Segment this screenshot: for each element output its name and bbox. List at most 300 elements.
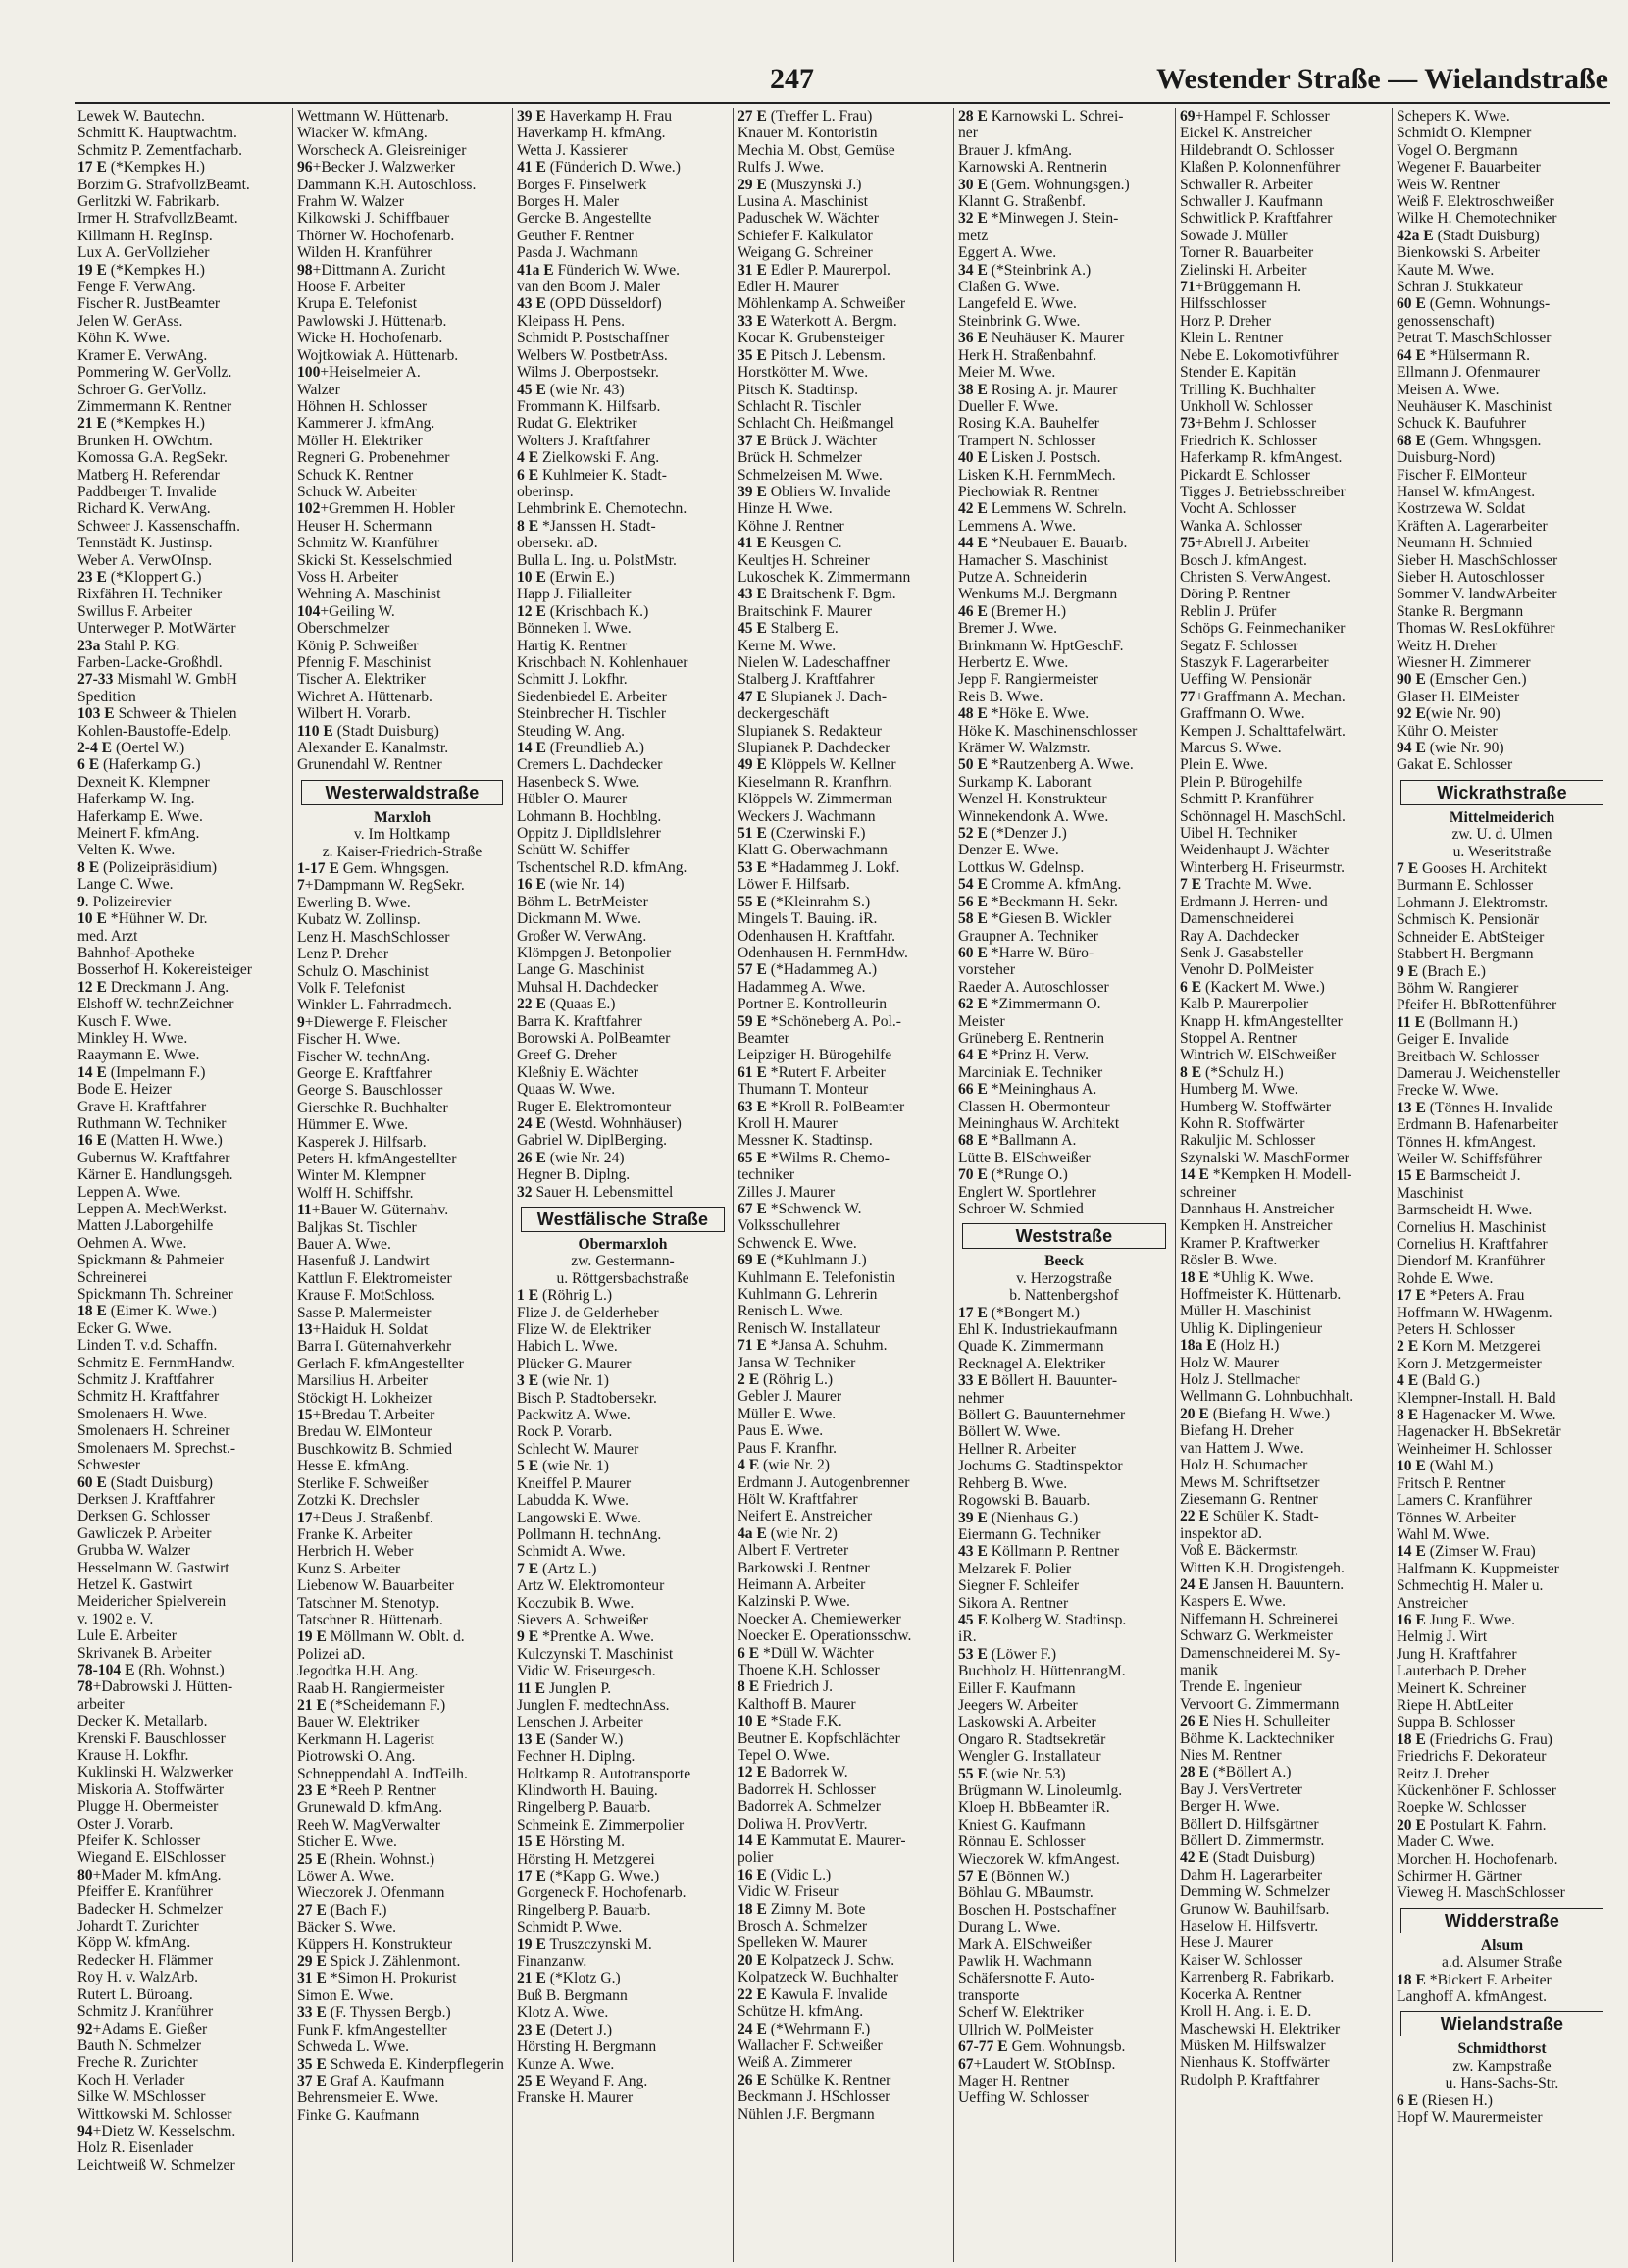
entry-text: *Uhlig K. Wwe.: [1208, 1268, 1314, 1286]
directory-entry: Hilfsschlosser: [1180, 295, 1267, 313]
directory-entry: Kerkmann H. Lagerist: [297, 1730, 434, 1748]
directory-entry: Paduschek W. Wächter: [738, 210, 879, 228]
directory-entry: Humberg M. Wwe.: [1180, 1081, 1298, 1099]
house-number: 48 E: [958, 705, 988, 723]
directory-entry: Döring P. Rentner: [1180, 586, 1291, 603]
directory-entry: Buß B. Bergmann: [517, 1986, 628, 2004]
house-number: 15 E: [517, 1833, 546, 1851]
directory-entry: [77, 1303, 288, 1319]
directory-entry: Schuck K. Baufuhrer: [1397, 415, 1527, 433]
directory-entry: Lottkus W. Gdelnsp.: [958, 858, 1085, 876]
house-number: 14 E: [517, 740, 546, 757]
house-number: 10 E: [1397, 1458, 1426, 1475]
house-number: 70 E: [958, 1166, 988, 1184]
directory-entry: Koczubik B. Wwe.: [517, 1594, 635, 1612]
directory-entry: arbeiter: [77, 1695, 125, 1713]
directory-entry: Artz W. Elektromonteur: [517, 1577, 665, 1595]
directory-entry: [297, 1321, 507, 1338]
house-number: 57 E: [958, 1868, 988, 1885]
directory-entry: Flize W. de Elektriker: [517, 1321, 651, 1339]
directory-entry: Pfennig F. Maschinist: [297, 654, 432, 671]
directory-entry: Helmig J. Wirt: [1397, 1628, 1488, 1646]
directory-entry: Neumann H. Schmied: [1397, 535, 1533, 552]
house-number: 73: [1180, 415, 1196, 433]
directory-entry: Leipziger H. Bürogehilfe: [738, 1047, 892, 1064]
directory-entry: Höke K. Maschinenschlosser: [958, 722, 1138, 740]
entry-text: +Diewerge F. Fleischer: [304, 1013, 448, 1031]
directory-entry: Fechner H. Diplng.: [517, 1748, 636, 1766]
house-number: 7 E: [1397, 860, 1419, 878]
entry-text: Gem. Wohnungsb.: [1007, 2038, 1126, 2056]
directory-entry: Wegener F. Bauarbeiter: [1397, 159, 1541, 177]
directory-entry: Krupa E. Telefonist: [297, 295, 418, 313]
directory-entry: Niffemann H. Schreinerei: [1180, 1610, 1339, 1627]
directory-entry: Schran J. Stukkateur: [1397, 279, 1523, 296]
house-number: 24 E: [517, 1114, 546, 1132]
directory-entry: Packwitz A. Wwe.: [517, 1407, 631, 1424]
directory-entry: [738, 894, 949, 910]
directory-entry: Badecker H. Schmelzer: [77, 1900, 223, 1918]
entry-text: Trachte M. Wwe.: [1201, 876, 1312, 894]
directory-entry: [738, 1150, 949, 1166]
directory-entry: Frahm W. Walzer: [297, 193, 404, 211]
directory-entry: Uibel H. Techniker: [1180, 825, 1297, 843]
entry-text: Schweer & Thielen: [114, 705, 237, 723]
entry-text: (*Steinbrink A.): [987, 261, 1092, 279]
entry-text: *Harre W. Büro-: [987, 944, 1094, 961]
directory-entry: Schmitt J. Lokfhr.: [517, 671, 628, 689]
directory-entry: Borowski A. PolBeamter: [517, 1029, 671, 1047]
directory-entry: Junglen F. medtechnAss.: [517, 1696, 670, 1714]
directory-entry: Brunken H. OWchtm.: [77, 432, 213, 449]
house-number: 5 E: [517, 1458, 539, 1475]
entry-text: +Dabrowski J. Hütten-: [92, 1678, 233, 1696]
directory-entry: vorsteher: [958, 961, 1016, 979]
directory-entry: [1397, 963, 1607, 980]
directory-entry: [1397, 1100, 1607, 1116]
directory-entry: Mager H. Rentner: [958, 2072, 1070, 2089]
directory-entry: Schwaller J. Kaufmann: [1180, 193, 1323, 211]
directory-entry: Wolff H. Schiffshr.: [297, 1184, 414, 1202]
house-number: 100: [297, 364, 321, 382]
directory-entry: Lohmann J. Elektromstr.: [1397, 894, 1549, 911]
directory-entry: [1397, 1167, 1607, 1184]
directory-entry: Wolters J. Kraftfahrer: [517, 432, 650, 449]
house-number: 78-104 E: [77, 1661, 135, 1678]
directory-entry: Roy H. v. WalzArb.: [77, 1969, 199, 1986]
house-number: 37 E: [297, 2072, 327, 2089]
directory-entry: [738, 433, 949, 449]
house-number: 2 E: [738, 1371, 760, 1389]
directory-entry: Zielinski H. Arbeiter: [1180, 261, 1307, 279]
entry-text: *Jansa A. Schuhm.: [766, 1337, 888, 1355]
directory-entry: Schmitz J. Kranführer: [77, 2003, 214, 2021]
directory-entry: Weiß F. Elektroschweißer: [1397, 193, 1554, 211]
directory-entry: Schmelzeisen M. Wwe.: [738, 466, 883, 484]
directory-entry: Schiefer F. Kalkulator: [738, 227, 873, 244]
directory-entry: Schulz O. Maschinist: [297, 962, 429, 980]
directory-entry: Volk F. Telefonist: [297, 979, 406, 997]
directory-entry: Richard K. VerwAng.: [77, 500, 211, 518]
directory-entry: Hasenfuß J. Landwirt: [297, 1253, 430, 1270]
directory-entry: [1180, 1713, 1388, 1729]
directory-entry: Voß E. Bäckermstr.: [1180, 1542, 1298, 1560]
directory-entry: Volksschullehrer: [738, 1217, 840, 1235]
directory-entry: [77, 1064, 288, 1081]
directory-entry: Bauer A. Wwe.: [297, 1236, 391, 1253]
entry-text: Kammutat E. Maurer-: [766, 1832, 906, 1850]
directory-entry: Spickmann & Pahmeier: [77, 1252, 224, 1269]
directory-entry: Edler H. Maurer: [738, 279, 839, 296]
directory-entry: [958, 1372, 1170, 1389]
house-number: 6 E: [1180, 978, 1202, 996]
street-range: zw. U. d. Ulmen: [1451, 826, 1552, 844]
directory-entry: Walzer: [297, 381, 340, 398]
directory-entry: Dahm H. Lagerarbeiter: [1180, 1866, 1323, 1883]
entry-text: *Schwenck W.: [766, 1201, 862, 1217]
directory-entry: Tatschner R. Hüttenarb.: [297, 1611, 443, 1628]
column-divider: [512, 108, 513, 2262]
house-number: 45 E: [517, 381, 546, 398]
directory-entry: Mews M. Schriftsetzer: [1180, 1473, 1320, 1491]
directory-entry: Herbrich H. Weber: [297, 1543, 414, 1561]
directory-entry: Küppers H. Konstrukteur: [297, 1935, 453, 1953]
directory-entry: Vieweg H. MaschSchlosser: [1397, 1884, 1565, 1902]
directory-entry: Holz H. Schumacher: [1180, 1457, 1308, 1474]
directory-entry: [958, 2038, 1170, 2055]
directory-entry: Gawliczek P. Arbeiter: [77, 1524, 212, 1542]
directory-entry: Wehning A. Maschinist: [297, 586, 441, 603]
directory-entry: [958, 1510, 1170, 1526]
house-number: 10 E: [77, 910, 107, 928]
directory-entry: Grunow W. Bauhilfsarb.: [1180, 1900, 1330, 1918]
directory-entry: Hoffmann W. HWagenm.: [1397, 1304, 1552, 1321]
entry-text: (Matten H. Wwe.): [106, 1132, 223, 1150]
directory-entry: Bauer W. Elektriker: [297, 1714, 420, 1731]
directory-entry: [77, 756, 288, 773]
directory-entry: Müller E. Wwe.: [738, 1405, 837, 1422]
directory-entry: Wilden H. Kranführer: [297, 244, 432, 262]
directory-entry: Albert F. Vertreter: [738, 1542, 849, 1560]
entry-text: *Hühner W. Dr.: [106, 910, 208, 928]
entry-text: (wie Nr. 2): [759, 1457, 830, 1474]
entry-text: (Erwin E.): [545, 568, 615, 586]
entry-text: (Eimer K. Wwe.): [106, 1303, 217, 1320]
directory-entry: [517, 1936, 729, 1953]
entry-text: (*Kempkes H.): [106, 261, 205, 279]
directory-entry: Kocerka A. Rentner: [1180, 1985, 1302, 2003]
directory-entry: Jegodtka H.H. Ang.: [297, 1663, 419, 1680]
directory-entry: Quaas W. Wwe.: [517, 1081, 616, 1099]
directory-entry: Plücker G. Maurer: [517, 1355, 632, 1372]
directory-entry: Christen S. VerwAngest.: [1180, 568, 1331, 586]
entry-text: Kawula F. Invalide: [766, 1985, 888, 2003]
directory-entry: Schlacht R. Tischler: [738, 397, 862, 415]
street-range: v. Herzogstraße: [1016, 1269, 1112, 1287]
directory-entry: Tennstädt K. Justinsp.: [77, 535, 213, 552]
directory-entry: Noecker A. Chemiewerker: [738, 1610, 901, 1627]
directory-entry: Jeegers W. Arbeiter: [958, 1696, 1078, 1714]
entry-text: Junglen P.: [545, 1679, 612, 1697]
house-number: 7: [297, 877, 305, 895]
directory-entry: Breitbach W. Schlosser: [1397, 1048, 1540, 1065]
entry-text: (wie Nr. 14): [545, 876, 625, 894]
directory-entry: Barra I. Güternahverkehr: [297, 1338, 452, 1356]
entry-text: *Simon H. Prokurist: [326, 1970, 457, 1987]
house-number: 17 E: [958, 1304, 988, 1321]
directory-entry: Schlacht Ch. Heißmangel: [738, 415, 894, 433]
entry-text: (*Hadammeg A.): [766, 961, 878, 979]
entry-text: (Artz L.): [538, 1560, 597, 1577]
directory-entry: Schmitz E. FernmHandw.: [77, 1354, 235, 1371]
house-number: 20 E: [1397, 1816, 1426, 1833]
house-number: 55 E: [738, 893, 767, 910]
house-number: 40 E: [958, 449, 988, 467]
house-number: 23a: [77, 637, 101, 654]
directory-entry: Portner E. Kontrolleurin: [738, 996, 888, 1013]
directory-entry: [517, 1561, 729, 1577]
directory-entry: Lewek W. Bautechn.: [77, 108, 205, 125]
directory-entry: Siedenbiedel E. Arbeiter: [517, 688, 667, 705]
district-name: Alsum: [1480, 1936, 1524, 1954]
directory-entry: Stender E. Kapitän: [1180, 364, 1297, 382]
house-number: 16 E: [517, 876, 546, 894]
directory-entry: Piechowiak R. Rentner: [958, 483, 1100, 500]
house-number: 21 E: [517, 1970, 546, 1987]
directory-entry: Laskowski A. Arbeiter: [958, 1714, 1096, 1731]
directory-entry: [77, 1867, 288, 1883]
house-number: 75: [1180, 535, 1196, 552]
directory-entry: Erdmann J. Herren- und: [1180, 893, 1328, 910]
directory-entry: Oppitz J. Diplldlslehrer: [517, 825, 661, 843]
directory-entry: Sieber H. Autoschlosser: [1397, 568, 1545, 586]
directory-entry: Krämer W. Walzmstr.: [958, 740, 1091, 757]
directory-entry: Winterberg H. Friseurmstr.: [1180, 858, 1345, 876]
house-number: 103 E: [77, 705, 115, 723]
directory-entry: Riepe H. AbtLeiter: [1397, 1696, 1514, 1714]
directory-entry: Brauer J. kfmAng.: [958, 141, 1073, 159]
directory-entry: Stanke R. Bergmann: [1397, 602, 1524, 620]
street-range: v. Im Holtkamp: [353, 826, 451, 844]
directory-entry: [958, 449, 1170, 466]
directory-entry: Weber A. VerwOInsp.: [77, 551, 213, 569]
house-number: 6 E: [1397, 2091, 1419, 2109]
house-number: 41 E: [517, 159, 546, 177]
entry-text: *Schöneberg A. Pol.-: [766, 1012, 901, 1030]
house-number: 64 E: [1397, 346, 1426, 364]
directory-entry: Alexander E. Kanalmstr.: [297, 740, 449, 757]
house-number: 32 E: [958, 210, 988, 228]
house-number: 67 E: [738, 1201, 767, 1217]
house-number: 94 E: [1397, 740, 1426, 757]
directory-entry: Schroer G. GerVollz.: [77, 381, 207, 398]
directory-entry: Habich L. Wwe.: [517, 1338, 618, 1356]
directory-entry: [738, 2072, 949, 2088]
directory-entry: genossenschaft): [1397, 312, 1495, 330]
entry-text: (F. Thyssen Bergb.): [326, 2004, 451, 2022]
directory-entry: Smolenaers H. Schreiner: [77, 1422, 230, 1440]
directory-entry: Kloep H. BbBeamter iR.: [958, 1799, 1110, 1817]
directory-entry: [958, 1646, 1170, 1663]
directory-entry: Reis B. Wwe.: [958, 688, 1043, 705]
directory-entry: [738, 2021, 949, 2037]
directory-entry: Schmisch K. Pensionär: [1397, 911, 1540, 929]
entry-text: +Deus J. Straßenbf.: [312, 1509, 433, 1526]
house-number: 66 E: [958, 1081, 988, 1099]
directory-entry: Matten J.Laborgehilfe: [77, 1217, 214, 1235]
house-number: 19 E: [297, 1628, 327, 1646]
directory-entry: [517, 2073, 729, 2089]
house-number: 58 E: [958, 910, 988, 928]
directory-entry: Winter M. Klempner: [297, 1167, 426, 1185]
directory-entry: Kramer E. VerwAng.: [77, 346, 208, 364]
directory-entry: Hamacher S. Maschinist: [958, 551, 1108, 569]
directory-entry: Bahnhof-Apotheke: [77, 944, 195, 961]
directory-entry: [517, 467, 729, 484]
directory-entry: [738, 1013, 949, 1030]
directory-entry: Raeder A. Autoschlosser: [958, 978, 1109, 996]
directory-entry: Gierschke R. Buchhalter: [297, 1099, 448, 1116]
directory-entry: Hoose F. Arbeiter: [297, 279, 406, 296]
directory-entry: [297, 2056, 507, 2073]
directory-entry: Lenz P. Dreher: [297, 946, 389, 963]
house-number: 18 E: [738, 1900, 767, 1918]
directory-entry: Schweer J. Kassenschaffn.: [77, 517, 240, 535]
directory-entry: [1397, 671, 1607, 688]
directory-entry: [297, 1697, 507, 1714]
directory-entry: [297, 603, 507, 620]
directory-entry: Leichtweiß W. Schmelzer: [77, 2156, 235, 2174]
directory-entry: Großer W. VerwAng.: [517, 927, 647, 945]
directory-entry: [1397, 347, 1607, 364]
directory-entry: Cremers L. Dachdecker: [517, 756, 663, 774]
directory-entry: [958, 1868, 1170, 1884]
entry-text: (Stadt Duisburg): [1433, 227, 1540, 244]
house-number: 13 E: [1397, 1099, 1426, 1116]
directory-entry: Ray A. Dachdecker: [1180, 927, 1299, 945]
street-heading: Westerwaldstraße: [301, 780, 503, 805]
entry-text: (Krischbach K.): [545, 602, 649, 620]
directory-entry: Rixfähren H. Techniker: [77, 586, 223, 603]
house-number: 39 E: [958, 1509, 988, 1526]
directory-entry: Horstkötter M. Wwe.: [738, 364, 869, 382]
directory-entry: Hübler O. Maurer: [517, 791, 628, 808]
directory-entry: Pawlik H. Wachmann: [958, 1953, 1092, 1971]
directory-entry: [77, 705, 288, 722]
entry-text: *Rautzenberg A. Wwe.: [987, 756, 1134, 774]
entry-text: *Janssen H. Stadt-: [538, 517, 656, 535]
house-number: 59 E: [738, 1012, 767, 1030]
directory-entry: Meininghaus W. Architekt: [958, 1114, 1120, 1132]
entry-text: Braitschenk F. Bgm.: [766, 586, 896, 603]
directory-entry: [958, 825, 1170, 842]
entry-text: (Brach E.): [1418, 962, 1486, 980]
house-number: 38 E: [958, 381, 988, 398]
directory-entry: Grunewald D. kfmAng.: [297, 1799, 443, 1817]
directory-entry: [1180, 1406, 1388, 1422]
directory-entry: Zilles J. Maurer: [738, 1183, 836, 1201]
entry-text: Gem. Whngsgen.: [338, 860, 450, 878]
district-name: Schmidthorst: [1457, 2040, 1547, 2058]
house-number: 26 E: [1180, 1713, 1209, 1730]
directory-entry: Gorgeneck F. Hochofenarb.: [517, 1884, 687, 1902]
directory-entry: Schepers K. Wwe.: [1397, 108, 1510, 125]
directory-entry: Tatschner M. Stenotyp.: [297, 1594, 440, 1612]
directory-entry: Beamter: [738, 1029, 789, 1047]
directory-entry: Klömpgen J. Betonpolier: [517, 944, 672, 961]
directory-entry: Knapp H. kfmAngestellter: [1180, 1012, 1343, 1030]
directory-entry: [77, 159, 288, 176]
directory-entry: Wettmann W. Hüttenarb.: [297, 108, 449, 125]
directory-entry: Kolpatzeck W. Buchhalter: [738, 1969, 899, 1986]
directory-entry: Ueffing W. Pensionär: [1180, 671, 1312, 689]
house-number: 92 E: [1397, 705, 1426, 723]
directory-entry: Böhme K. Lacktechniker: [1180, 1729, 1335, 1747]
entry-text: Möllmann W. Oblt. d.: [326, 1628, 465, 1646]
directory-entry: Schneider E. AbtSteiger: [1397, 928, 1545, 946]
directory-entry: Kunze A. Wwe.: [517, 2055, 615, 2073]
directory-entry: Oberschmelzer: [297, 620, 390, 638]
directory-entry: [738, 1986, 949, 2003]
directory-entry: Frommann K. Hilfsarb.: [517, 397, 661, 415]
entry-text: +Hampel F. Schlosser: [1195, 108, 1330, 125]
house-number: 56 E: [958, 893, 988, 910]
directory-entry: Odenhausen H. Kraftfahr.: [738, 927, 896, 945]
directory-entry: Kempen J. Schalttafelwärt.: [1180, 722, 1346, 740]
entry-text: +Geiling W.: [320, 602, 395, 620]
directory-entry: nehmer: [958, 1389, 1004, 1407]
house-number: 17: [297, 1509, 313, 1526]
directory-entry: Schmidt P. Wwe.: [517, 1919, 623, 1936]
directory-entry: Rutert L. Büroang.: [77, 1985, 193, 2003]
directory-entry: Holz W. Maurer: [1180, 1354, 1279, 1371]
house-number: 9 E: [1397, 962, 1419, 980]
directory-entry: Schlecht W. Maurer: [517, 1440, 639, 1458]
district-name: Beeck: [1044, 1253, 1084, 1270]
house-number: 19 E: [77, 261, 107, 279]
directory-entry: Graupner A. Techniker: [958, 927, 1098, 945]
entry-text: (Rhein. Wohnst.): [326, 1850, 435, 1868]
directory-entry: Schroer W. Schmied: [958, 1201, 1084, 1217]
directory-entry: [958, 1081, 1170, 1098]
entry-text: (Muszynski J.): [766, 176, 862, 193]
entry-text: *Prentke A. Wwe.: [538, 1628, 655, 1646]
directory-entry: Sticher E. Wwe.: [297, 1833, 397, 1851]
entry-text: Gooses H. Architekt: [1418, 860, 1547, 878]
entry-text: (Stadt Duisburg): [332, 722, 439, 740]
directory-entry: Ewerling B. Wwe.: [297, 894, 411, 911]
entry-text: *Peters A. Frau: [1425, 1287, 1525, 1305]
entry-text: (Zimser W. Frau): [1425, 1543, 1536, 1561]
house-number: 6 E: [738, 1644, 760, 1662]
directory-entry: Hesselmann W. Gastwirt: [77, 1559, 229, 1576]
directory-entry: Fritsch P. Rentner: [1397, 1474, 1506, 1492]
directory-entry: Geuther F. Rentner: [517, 227, 634, 244]
directory-entry: Wilke H. Chemotechniker: [1397, 210, 1557, 228]
directory-entry: Putze A. Schneiderin: [958, 568, 1088, 586]
directory-entry: [297, 2004, 507, 2021]
house-number: 8 E: [1180, 1063, 1202, 1081]
street-range: u. Weseritstraße: [1452, 843, 1552, 860]
column-1: [75, 108, 291, 2262]
entry-text: (Stadt Duisburg): [106, 1473, 213, 1491]
directory-entry: [1180, 1166, 1388, 1183]
directory-entry: Bisch P. Stadtobersekr.: [517, 1389, 657, 1407]
directory-entry: Bönneken I. Wwe.: [517, 620, 632, 638]
entry-text: Köllmann P. Rentner: [987, 1543, 1120, 1561]
directory-entry: Worscheck A. Gleisreiniger: [297, 141, 467, 159]
house-number: 18 E: [77, 1303, 107, 1320]
